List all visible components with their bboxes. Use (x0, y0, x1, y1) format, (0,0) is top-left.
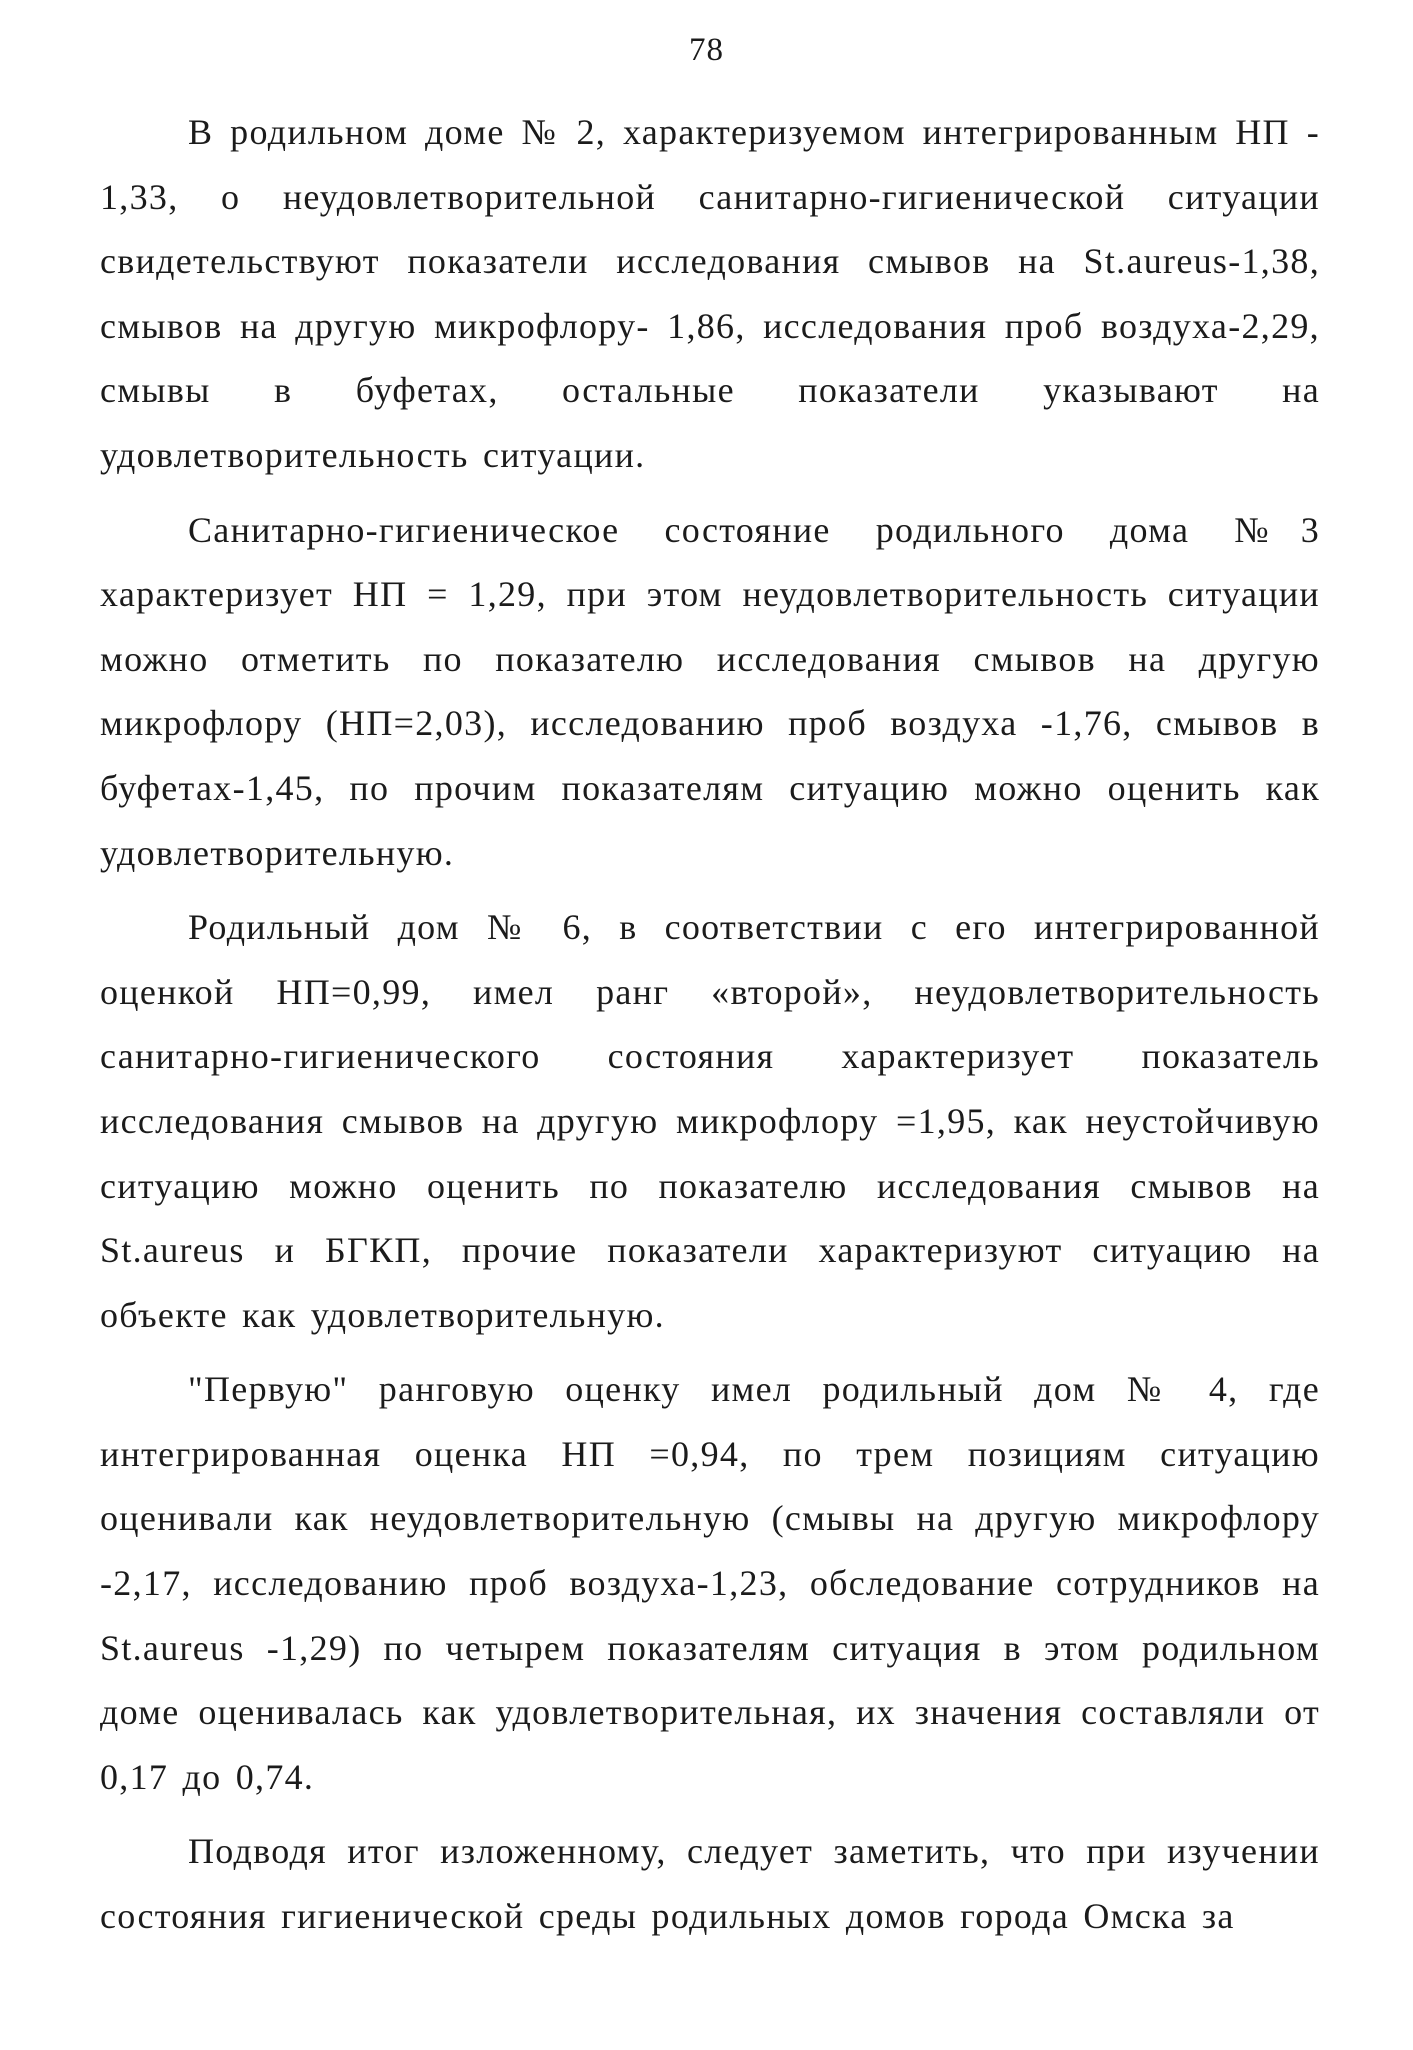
paragraph-maternity-home-3: Санитарно-гигиеническое состояние родильного дома №3 характеризует НП = 1,29, при этом неудовлетворительность ситуации можно отметить по показателю исследования смывов на другую микрофлору (НП=2,03), исследованию проб воздуха -1,76, смывов в буфетах-1,45, по прочим показателям ситуацию можно оценить как удовлетворительную. (100, 509, 1320, 873)
page-number: 78 (689, 32, 724, 68)
document-body (100, 100, 1320, 1959)
paragraph-maternity-home-4: "Первую" ранговую оценку имел родильный дом № 4, где интегрированная оценка НП =0,94, по трем позициям ситуацию оценивали как неудовлетворительную (смывы на другую микрофлору -2,17, исследованию проб воздуха-1,23, обследование сотрудников на St.aureus -1,29) по четырем показателям ситуация в этом родильном доме оценивалась как удовлетворительная, их значения составляли от 0,17 до 0,74. (100, 1369, 1320, 1797)
paragraph-summary: Подводя итог изложенному, следует заметить, что при изучении состояния гигиенической среды родильных домов города Омска за (100, 1831, 1320, 1937)
paragraph-maternity-home-6: Родильный дом № 6, в соответствии с его интегрированной оценкой НП=0,99, имел ранг «второй», неудовлетворительность санитарно-гигиенического состояния характеризует показатель исследования смывов на другую микрофлору =1,95, как неустойчивую ситуацию можно оценить по показателю исследования смывов на St.aureus и БГКП, прочие показатели характеризуют ситуацию на объекте как удовлетворительную. (100, 907, 1320, 1335)
paragraph-maternity-home-2: В родильном доме № 2, характеризуемом интегрированным НП - 1,33, о неудовлетворительной санитарно-гигиенической ситуации свидетельствуют показатели исследования смывов на St.aureus-1,38, смывов на другую микрофлору- 1,86, исследования проб воздуха-2,29, смывы в буфетах, остальные показатели указывают на удовлетворительность ситуации. (100, 112, 1320, 475)
